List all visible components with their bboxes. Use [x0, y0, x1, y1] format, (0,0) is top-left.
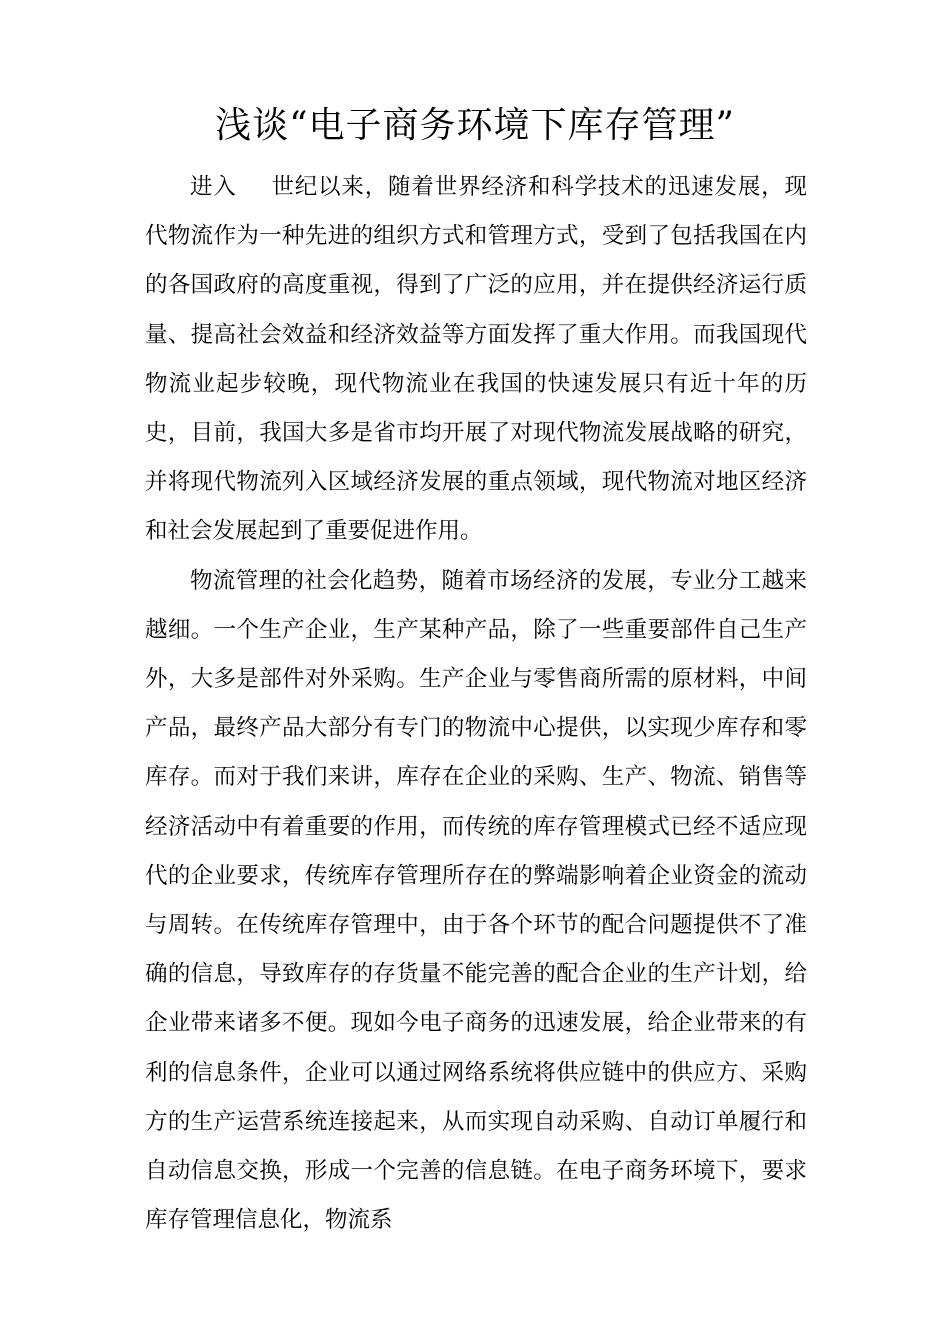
- paragraph-1-text: 世纪以来，随着世界经济和科学技术的迅速发展，现代物流作为一种先进的组织方式和管理方式，受到了包括我国在内的各国政府的高度重视，得到了广泛的应用，并在提供经济运行质量、提高社会效益和经济效益等方面发挥了重大作用。而我国现代物流业起步较晚，现代物流业在我国的快速发展只有近十年的历史，目前，我国大多是省市均开展了对现代物流发展战略的研究，并将现代物流列入区域经济发展的重点领域，现代物流对地区经济和社会发展起到了重要促进作用。: [145, 174, 807, 545]
- document-title: 浅谈“电子商务环境下库存管理”: [215, 105, 735, 146]
- document-body: [145, 163, 807, 1245]
- paragraph-1: [145, 163, 807, 557]
- paragraph-1-lead: 进入: [190, 174, 237, 200]
- paragraph-2-text: 物流管理的社会化趋势，随着市场经济的发展，专业分工越来越细。一个生产企业，生产某种产品，除了一些重要部件自己生产外，大多是部件对外采购。生产企业与零售商所需的原材料，中间产品，最终产品大部分有专门的物流中心提供，以实现少库存和零库存。而对于我们来讲，库存在企业的采购、生产、物流、销售等经济活动中有着重要的作用，而传统的库存管理模式已经不适应现代的企业要求，传统库存管理所存在的弊端影响着企业资金的流动与周转。在传统库存管理中，由于各个环节的配合问题提供不了准确的信息，导致库存的存货量不能完善的配合企业的生产计划，给企业带来诸多不便。现如今电子商务的迅速发展，给企业带来的有利的信息条件，企业可以通过网络系统将供应链中的供应方、采购方的生产运营系统连接起来，从而实现自动采购、自动订单履行和自动信息交换，形成一个完善的信息链。在电子商务环境下，要求库存管理信息化，物流系: [145, 567, 807, 1234]
- paragraph-2: [145, 557, 807, 1246]
